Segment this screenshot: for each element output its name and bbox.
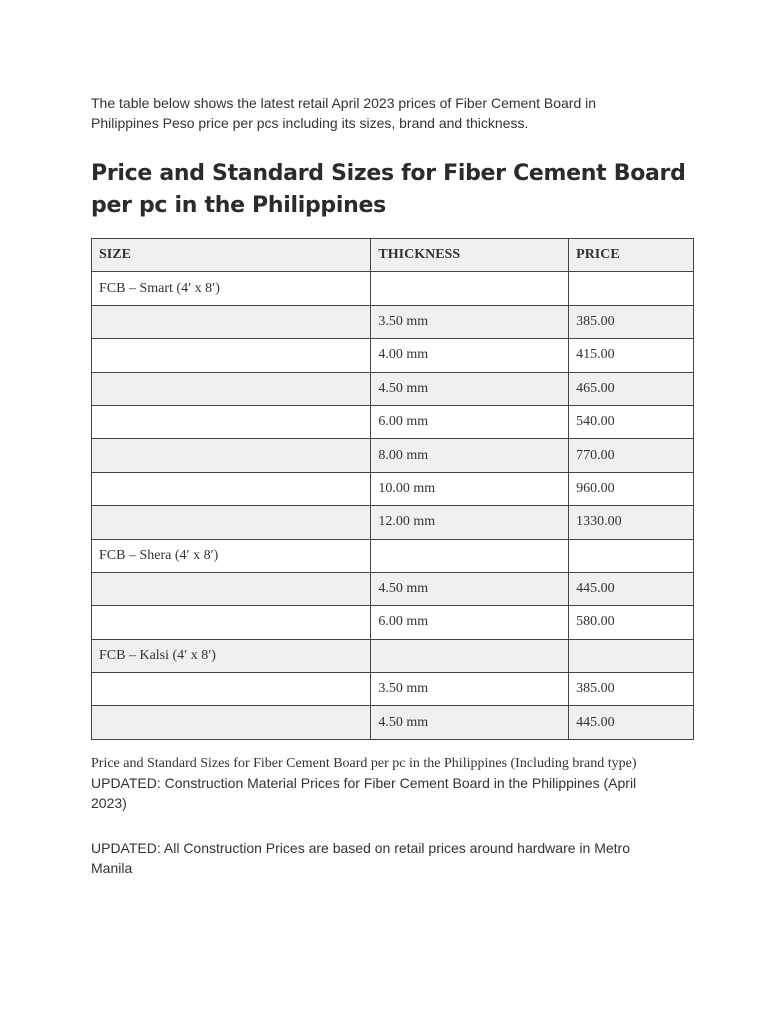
cell-size [92,506,371,539]
cell-thickness: 4.50 mm [371,372,569,405]
cell-price: 385.00 [569,305,694,338]
table-row [92,472,694,505]
cell-size: FCB – Smart (4′ x 8′) [92,272,371,305]
cell-thickness [371,272,569,305]
cell-size [92,372,371,405]
cell-thickness: 12.00 mm [371,506,569,539]
cell-price: 1330.00 [569,506,694,539]
table-row [92,539,694,572]
cell-price [569,272,694,305]
cell-price: 580.00 [569,606,694,639]
table-caption: Price and Standard Sizes for Fiber Cement Board per pc in the Philippines (Including brand type) [91,756,637,771]
cell-price: 385.00 [569,673,694,706]
header-size: SIZE [92,239,371,272]
table-row [92,506,694,539]
table-row [92,339,694,372]
cell-price: 415.00 [569,339,694,372]
table-row [92,572,694,605]
table-row [92,706,694,739]
cell-size [92,706,371,739]
table-row [92,439,694,472]
cell-price: 960.00 [569,472,694,505]
cell-price: 540.00 [569,405,694,438]
cell-thickness: 6.00 mm [371,405,569,438]
cell-thickness: 3.50 mm [371,673,569,706]
table-row [92,272,694,305]
header-thickness: THICKNESS [371,239,569,272]
cell-thickness: 8.00 mm [371,439,569,472]
cell-price [569,539,694,572]
cell-thickness: 10.00 mm [371,472,569,505]
cell-thickness: 4.00 mm [371,339,569,372]
cell-size [92,405,371,438]
cell-thickness: 6.00 mm [371,606,569,639]
cell-size [92,305,371,338]
updated-note-retail: UPDATED: All Construction Prices are based on retail prices around hardware in Metro Manila [91,840,630,876]
table-row [92,305,694,338]
cell-price: 445.00 [569,706,694,739]
table-row [92,639,694,672]
cell-size [92,673,371,706]
header-price: PRICE [569,239,694,272]
cell-size: FCB – Shera (4′ x 8′) [92,539,371,572]
table-row [92,606,694,639]
price-table [91,238,694,740]
table-row [92,372,694,405]
cell-price: 770.00 [569,439,694,472]
cell-price: 465.00 [569,372,694,405]
table-header-row [92,239,694,272]
cell-size [92,572,371,605]
cell-size [92,339,371,372]
table-row [92,673,694,706]
table-row [92,405,694,438]
cell-thickness: 3.50 mm [371,305,569,338]
page-heading: Price and Standard Sizes for Fiber Cement Board per pc in the Philippines [91,161,686,218]
cell-price: 445.00 [569,572,694,605]
cell-thickness: 4.50 mm [371,706,569,739]
cell-size [92,439,371,472]
intro-paragraph: The table below shows the latest retail April 2023 prices of Fiber Cement Board in Philippines Peso price per pcs including its sizes, brand and thickness. [91,95,597,131]
cell-thickness: 4.50 mm [371,572,569,605]
cell-size [92,472,371,505]
cell-thickness [371,639,569,672]
cell-price [569,639,694,672]
cell-size: FCB – Kalsi (4′ x 8′) [92,639,371,672]
cell-thickness [371,539,569,572]
cell-size [92,606,371,639]
updated-note-prices: UPDATED: Construction Material Prices for Fiber Cement Board in the Philippines (April 2023) [91,775,637,811]
